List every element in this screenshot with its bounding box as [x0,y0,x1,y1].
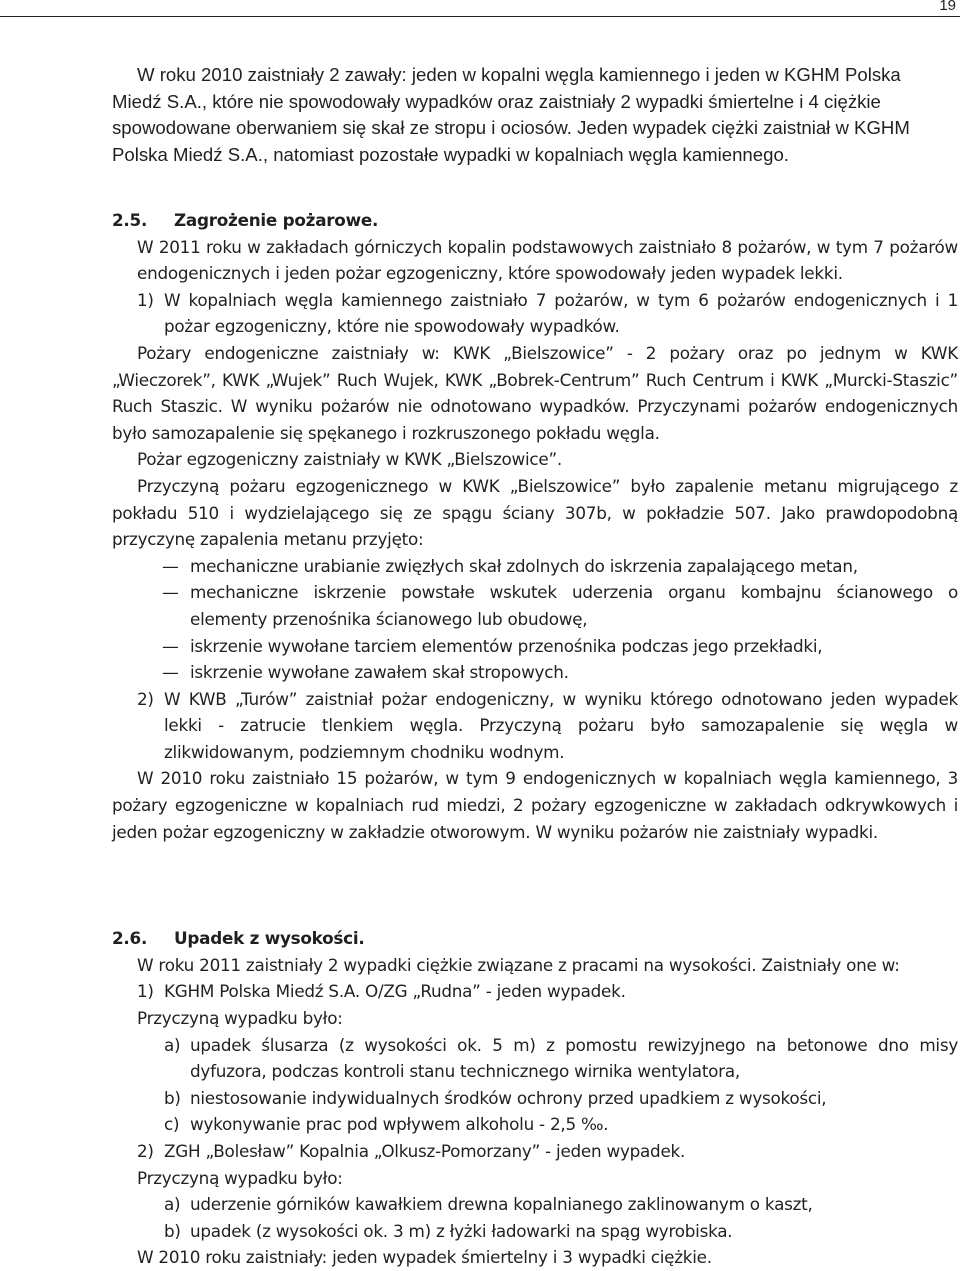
paragraph: W 2011 roku w zakładach górniczych kopalin podstawowych zaistniało 8 pożarów, w tym 7 pożarów endogenicznych i jeden pożar egzogeniczny, które spowodowały jeden wypadek lekki. [137,236,958,284]
section-number: 2.5. [112,210,148,230]
paragraph: Pożar egzogeniczny zaistniały w KWK „Bielszowice”. [137,449,563,470]
item-text: W kopalniach węgla kamiennego zaistniało 7 pożarów, w tym 6 pożarów endogenicznych i 1 pożar egzogeniczny, które nie spowodowały wypadków. [164,289,958,337]
item-text: niestosowanie indywidualnych środków ochrony przed upadkiem z wysokości, [190,1087,827,1108]
cause-text: mechaniczne iskrzenie powstałe wskutek uderzenia organu kombajnu ścianowego o elementy przenośnika ścianowego lub obudowę, [190,582,958,629]
paragraph: W 2010 roku zaistniały: jeden wypadek śmiertelny i 3 wypadki ciężkie. [137,1247,712,1268]
intro-line: Miedź S.A., które nie spowodowały wypadków oraz zaistniały 2 wypadki śmiertelne i 4 ciężkie [112,90,881,112]
item-label: 2) [137,1141,154,1161]
section-heading-2-6 [112,925,958,952]
item-label: b) [164,1220,181,1241]
cause-list-item [112,579,958,632]
item-label: 1) [137,981,154,1002]
lettered-item [112,1191,958,1218]
item-label: b) [164,1087,181,1108]
item-text: W KWB „Turów” zaistniał pożar endogeniczny, w wyniku którego odnotowano jeden wypadek lekki - zatrucie tlenkiem węgla. Przyczyną pożaru było samozapalenie się węgla w zlikwidowanym, podziemnym chodniku wodnym. [164,688,958,762]
section-number: 2.6. [112,928,148,949]
item-text: upadek ślusarza (z wysokości ok. 5 m) z pomostu rewizyjnego na betonowe dno misy dyfuzora, podczas kontroli stanu technicznego wirnika wentylatora, [190,1034,958,1082]
section-gap [112,845,958,925]
paragraph: Pożary endogeniczne zaistniały w: KWK „Bielszowice” - 2 pożary oraz po jednym w KWK „Wieczorek”, KWK „Wujek” Ruch Wujek, KWK „Bobrek-Centrum” Ruch Centrum i KWK „Murcki-Staszic” Ruch Staszic. W wyniku pożarów nie odnotowano wypadków. Przyczynami pożarów endogenicznych było samozapalenie się spękanego i rozkruszonego pokładu węgla. [112,342,958,443]
intro-line: W roku 2010 zaistniały 2 zawały: jeden w kopalni węgla kamiennego i jeden w KGHM Polska [137,64,901,85]
dash-bullet: — [162,555,179,576]
cause-text: iskrzenie wywołane zawałem skał stropowych. [190,662,569,683]
item-label: 1) [137,289,154,310]
intro-line: Polska Miedź S.A., natomiast pozostałe wypadki w kopalniach węgla kamiennego. [112,143,789,165]
main-content [112,207,958,1271]
paragraph: W roku 2011 zaistniały 2 wypadki ciężkie związane z pracami na wysokości. Zaistniały one w: [137,954,900,975]
item-text: wykonywanie prac pod wpływem alkoholu - 2,5 ‰. [190,1114,609,1135]
intro-paragraph [112,62,958,168]
cause-intro: Przyczyną wypadku było: [137,1008,343,1029]
cause-intro: Przyczyną wypadku było: [137,1167,343,1188]
page-number: 19 [939,0,956,14]
cause-list-item [112,659,958,686]
numbered-item [112,686,958,766]
cause-text: iskrzenie wywołane tarciem elementów przenośnika podczas jego przekładki, [190,635,823,656]
lettered-item [112,1032,958,1085]
dash-bullet: — [162,635,179,656]
dash-bullet: — [162,662,179,683]
intro-line: spowodowane oberwaniem się skał ze stropu i ociosów. Jeden wypadek ciężki zaistniał w KGHM [112,117,910,139]
item-text: uderzenie górników kawałkiem drewna kopalnianego zaklinowanym o kaszt, [190,1194,813,1215]
section-title: Upadek z wysokości. [174,928,365,949]
item-text: ZGH „Bolesław” Kopalnia „Olkusz-Pomorzany” - jeden wypadek. [164,1141,686,1161]
item-label: c) [164,1114,180,1135]
paragraph: W 2010 roku zaistniało 15 pożarów, w tym 9 endogenicznych w kopalniach węgla kamiennego, 3 pożary egzogeniczne w kopalniach rud miedzi, 2 pożary egzogeniczne w zakładach odkrywkowych i jeden pożar egzogeniczny w zakładzie otworowym. W wyniku pożarów nie zaistniały wypadki. [112,768,958,842]
dash-bullet: — [162,582,179,603]
cause-list-item [112,553,958,580]
cause-list-item [112,633,958,660]
cause-text: mechaniczne urabianie zwięzłych skał zdolnych do iskrzenia zapalającego metan, [190,555,858,576]
item-label: a) [164,1194,181,1215]
header-rule [0,16,960,17]
section-heading-2-5 [112,207,958,234]
paragraph: Przyczyną pożaru egzogenicznego w KWK „Bielszowice” było zapalenie metanu migrującego z pokładu 510 i wydzielającego się ze spągu ściany 307b, w pokładzie 507. Jako prawdopodobną przyczynę zapalenia metanu przyjęto: [112,475,958,550]
item-label: a) [164,1034,181,1055]
lettered-item [112,1085,958,1112]
lettered-item [112,1111,958,1138]
item-text: upadek (z wysokości ok. 3 m) z łyżki ładowarki na spąg wyrobiska. [190,1220,733,1241]
item-text: KGHM Polska Miedź S.A. O/ZG „Rudna” - jeden wypadek. [164,981,626,1002]
item-label: 2) [137,688,154,709]
numbered-item [112,1138,958,1165]
numbered-item [112,287,958,340]
section-title: Zagrożenie pożarowe. [174,210,379,230]
numbered-item [112,978,958,1005]
lettered-item [112,1218,958,1245]
